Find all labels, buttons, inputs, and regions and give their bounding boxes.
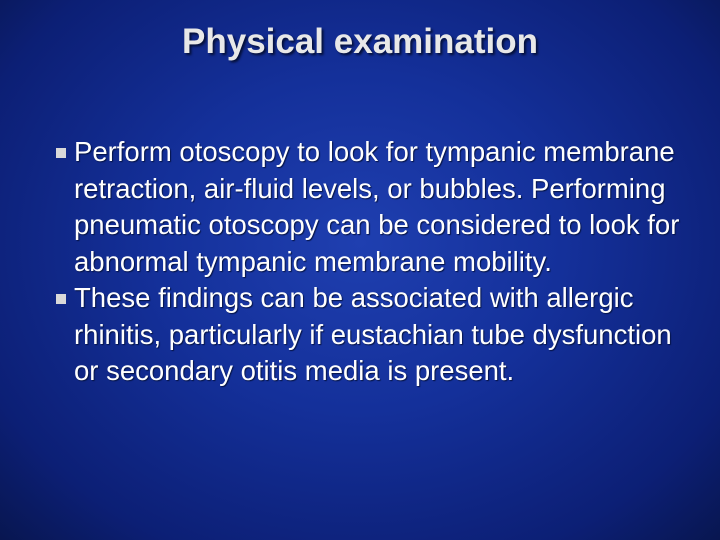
bullet-item xyxy=(56,134,686,280)
bullet-list xyxy=(56,134,686,390)
bullet-text: These findings can be associated with allergic rhinitis, particularly if eustachian tube dysfunction or secondary otitis media is present. xyxy=(74,282,672,386)
bullet-text: Perform otoscopy to look for tympanic membrane retraction, air-fluid levels, or bubbles. Performing pneumatic otoscopy can be considered to look for abnormal tympanic membrane mobility. xyxy=(74,136,680,277)
square-bullet-icon xyxy=(56,148,66,158)
square-bullet-icon xyxy=(56,294,66,304)
slide-title: Physical examination xyxy=(182,22,538,61)
bullet-item xyxy=(56,280,686,390)
